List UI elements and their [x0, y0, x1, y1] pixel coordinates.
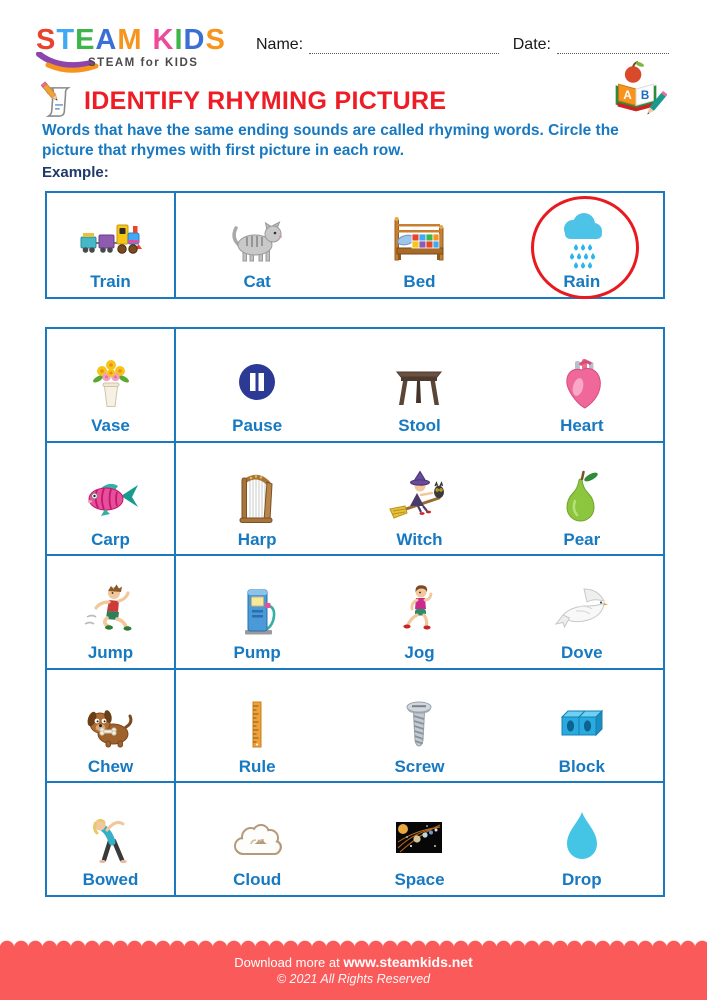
heart-icon — [550, 350, 614, 416]
picture-label: Jog — [404, 643, 435, 663]
cloud-icon — [225, 804, 289, 870]
svg-text:B: B — [640, 88, 650, 102]
steam-kids-logo — [36, 24, 226, 69]
harp-icon — [225, 464, 289, 530]
picture-label: Pause — [232, 415, 283, 435]
option-cell-pause[interactable] — [176, 329, 338, 441]
picture-label: Heart — [560, 415, 604, 435]
picture-label: Rain — [563, 272, 601, 292]
picture-label: Rule — [238, 756, 276, 776]
option-cell-pump[interactable] — [176, 556, 338, 668]
table-row — [47, 554, 663, 668]
chew-icon — [79, 691, 143, 757]
example-row — [47, 193, 663, 297]
option-cell-cat[interactable] — [176, 193, 338, 297]
footer — [0, 948, 707, 1000]
drop-icon — [550, 804, 614, 870]
picture-label: Harp — [237, 529, 277, 549]
jog-icon — [387, 577, 451, 643]
option-cell-witch[interactable] — [338, 443, 500, 555]
picture-label: Pear — [563, 529, 601, 549]
example-table — [45, 191, 665, 299]
option-cell-bed[interactable] — [338, 193, 500, 297]
lead-cell-carp — [47, 443, 176, 555]
footer-site-link[interactable]: www.steamkids.net — [343, 954, 473, 970]
lead-cell-vase — [47, 329, 176, 441]
example-options — [176, 193, 663, 297]
option-cell-space[interactable] — [338, 783, 500, 895]
instructions-text: Words that have the same ending sounds are called rhyming words. Circle the picture that rhymes with first picture in each row. — [42, 122, 619, 160]
lead-cell-bowed — [47, 783, 176, 895]
block-icon — [550, 691, 614, 757]
name-label: Name: — [256, 36, 304, 53]
picture-label: Block — [558, 756, 605, 776]
train-icon — [79, 206, 143, 272]
option-cell-block[interactable] — [501, 670, 663, 782]
main-table — [45, 327, 665, 897]
name-input-line[interactable] — [309, 38, 499, 54]
logo-wordmark: STEAM KIDS — [36, 24, 226, 56]
option-cell-drop[interactable] — [501, 783, 663, 895]
option-cell-rain[interactable] — [501, 193, 663, 297]
footer-scallop-border — [0, 940, 707, 948]
table-row — [47, 781, 663, 895]
option-cell-screw[interactable] — [338, 670, 500, 782]
option-cell-rule[interactable] — [176, 670, 338, 782]
dove-icon — [550, 577, 614, 643]
space-icon — [387, 804, 451, 870]
option-cell-harp[interactable] — [176, 443, 338, 555]
pencil-scroll-icon — [38, 80, 80, 122]
pause-icon — [225, 350, 289, 416]
picture-label: Jump — [87, 643, 134, 663]
vase-icon — [79, 350, 143, 416]
footer-copyright: © 2021 All Rights Reserved — [276, 972, 431, 986]
bowed-icon — [79, 804, 143, 870]
table-row — [47, 329, 663, 441]
option-cell-stool[interactable] — [338, 329, 500, 441]
witch-icon — [387, 464, 451, 530]
lead-cell-jump — [47, 556, 176, 668]
pump-icon — [225, 577, 289, 643]
picture-label: Train — [90, 272, 131, 292]
picture-label: Bowed — [82, 870, 139, 890]
date-input-line[interactable] — [557, 38, 669, 54]
table-row — [47, 668, 663, 782]
stool-icon — [387, 350, 451, 416]
picture-label: Cat — [243, 272, 271, 292]
carp-icon — [79, 464, 143, 530]
option-cell-cloud[interactable] — [176, 783, 338, 895]
picture-label: Dove — [561, 643, 603, 663]
title-row — [38, 80, 446, 122]
page-title: IDENTIFY RHYMING PICTURE — [84, 86, 447, 115]
picture-label: Screw — [394, 756, 445, 776]
bed-icon — [387, 206, 451, 272]
screw-icon — [387, 691, 451, 757]
picture-label: Drop — [561, 870, 602, 890]
logo-subtitle: STEAM for KIDS — [88, 57, 199, 69]
svg-text:A: A — [623, 88, 632, 102]
option-cell-dove[interactable] — [501, 556, 663, 668]
cat-icon — [225, 206, 289, 272]
example-label: Example: — [42, 164, 109, 181]
picture-label: Vase — [91, 415, 130, 435]
picture-label: Cloud — [233, 870, 282, 890]
rule-icon — [225, 691, 289, 757]
picture-label: Bed — [403, 272, 436, 292]
rain-icon — [550, 206, 614, 272]
lead-cell-train — [47, 193, 176, 297]
jump-icon — [79, 577, 143, 643]
picture-label: Carp — [91, 529, 130, 549]
picture-label: Chew — [87, 756, 134, 776]
option-cell-jog[interactable] — [338, 556, 500, 668]
picture-label: Pump — [233, 643, 281, 663]
option-cell-pear[interactable] — [501, 443, 663, 555]
picture-label: Witch — [396, 529, 443, 549]
pear-icon — [550, 464, 614, 530]
picture-label: Stool — [398, 415, 441, 435]
table-row — [47, 441, 663, 555]
ab-book-icon — [605, 60, 667, 120]
date-label: Date: — [512, 36, 551, 53]
option-cell-heart[interactable] — [501, 329, 663, 441]
picture-label: Space — [394, 870, 445, 890]
footer-download-line: Download more at www.steamkids.net — [234, 954, 473, 970]
name-date-row — [256, 36, 669, 54]
lead-cell-chew — [47, 670, 176, 782]
